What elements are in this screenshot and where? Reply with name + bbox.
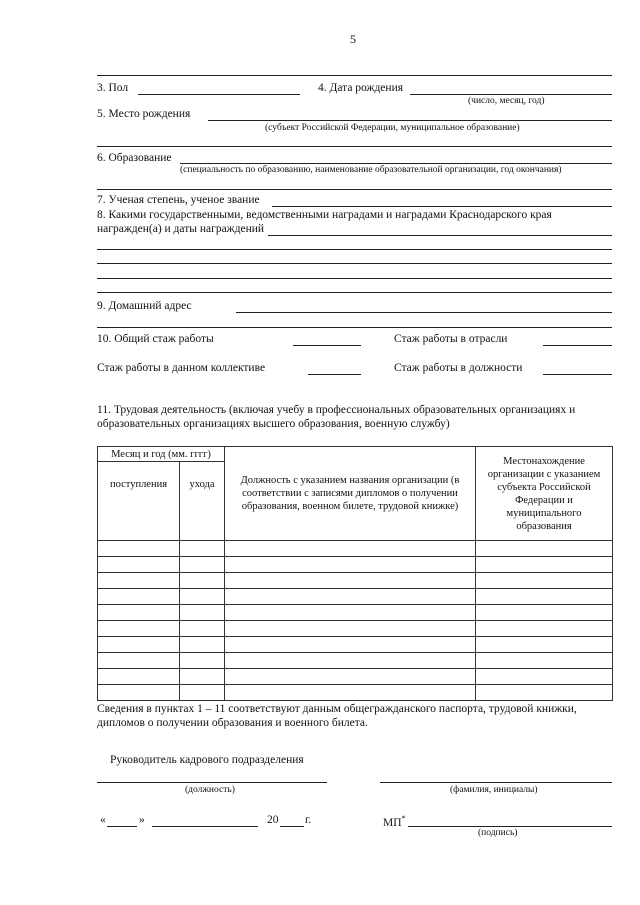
month-field[interactable] [152,826,258,827]
location-cell[interactable] [476,589,613,605]
education-hint: (специальность по образованию, наименование образовательной организации, год окончания) [180,165,562,175]
table-row [98,605,613,621]
end-cell[interactable] [180,685,225,701]
total-exp-label: 10. Общий стаж работы [97,333,214,345]
table-row [98,541,613,557]
top-rule [97,75,612,76]
awards-field-5[interactable] [97,292,612,293]
awards-field-2[interactable] [97,249,612,250]
education-field-2[interactable] [97,189,612,190]
position-exp-label: Стаж работы в должности [394,362,523,374]
location-cell[interactable] [476,557,613,573]
position-header [225,447,476,541]
start-header: поступления [98,462,180,541]
date-open-quote: « [100,814,106,826]
address-field[interactable] [236,312,612,313]
year-field[interactable] [280,826,304,827]
awards-label-1: 8. Какими государственными, ведомственными наградами и наградами Краснодарского края [97,209,552,221]
start-cell[interactable] [98,653,180,669]
stamp-asterisk: * [401,814,406,823]
address-field-2[interactable] [97,327,612,328]
position-cell[interactable] [225,653,476,669]
end-cell[interactable] [180,605,225,621]
table-row [98,589,613,605]
table-row [98,653,613,669]
total-exp-field[interactable] [293,345,361,346]
month-year-header: Месяц и год (мм. гггг) [98,447,225,462]
position-field[interactable] [97,782,327,783]
dob-hint: (число, месяц, год) [468,96,545,106]
birthplace-field-2[interactable] [97,146,612,147]
awards-label-2: награжден(а) и даты награждений [97,223,265,235]
start-cell[interactable] [98,605,180,621]
team-exp-field[interactable] [308,374,361,375]
confirmation-line-1: Сведения в пунктах 1 – 11 соответствуют данным общегражданского паспорта, трудовой книжки, [97,703,577,715]
position-cell[interactable] [225,621,476,637]
start-cell[interactable] [98,557,180,573]
name-hint: (фамилия, инициалы) [450,785,538,795]
signature-field[interactable] [408,826,612,827]
end-cell[interactable] [180,541,225,557]
education-field[interactable] [180,163,612,164]
location-cell[interactable] [476,637,613,653]
team-exp-label: Стаж работы в данном коллективе [97,362,266,374]
location-cell[interactable] [476,621,613,637]
location-header-text: Местонахождение организации с указанием субъекта Российской Федерации и муниципального образования [487,455,601,532]
year-suffix: г. [305,814,312,826]
position-cell[interactable] [225,573,476,589]
end-header: ухода [180,462,225,541]
day-field[interactable] [107,826,137,827]
position-header-text: Должность с указанием названия организации (в соответствии с записями дипломов о получении образования, военном билете, трудовой книжке) [240,475,460,512]
position-cell[interactable] [225,605,476,621]
location-cell[interactable] [476,573,613,589]
industry-exp-field[interactable] [543,345,612,346]
location-cell[interactable] [476,685,613,701]
dob-label: 4. Дата рождения [318,82,404,94]
sex-label: 3. Пол [97,82,129,94]
birthplace-hint: (субъект Российской Федерации, муниципальное образование) [265,123,520,133]
location-header [476,447,613,541]
position-cell[interactable] [225,685,476,701]
awards-field-3[interactable] [97,263,612,264]
end-cell[interactable] [180,637,225,653]
location-cell[interactable] [476,669,613,685]
degree-label: 7. Ученая степень, ученое звание [97,194,260,206]
address-label: 9. Домашний адрес [97,300,192,312]
table-row [98,685,613,701]
work-heading-2: образовательных организациях высшего образования, военную службу) [97,418,450,430]
date-close-quote: » [139,814,145,826]
education-label: 6. Образование [97,152,172,164]
start-cell[interactable] [98,621,180,637]
location-cell[interactable] [476,605,613,621]
location-cell[interactable] [476,653,613,669]
work-heading-1: 11. Трудовая деятельность (включая учебу в профессиональных образовательных организациях и [97,404,576,416]
table-row [98,573,613,589]
table-row [98,669,613,685]
work-history-table [97,446,613,701]
start-cell[interactable] [98,589,180,605]
dob-field[interactable] [410,94,612,95]
confirmation-line-2: дипломов о получении образования и военного билета. [97,717,368,729]
table-row [98,637,613,653]
end-cell[interactable] [180,573,225,589]
position-cell[interactable] [225,589,476,605]
name-field[interactable] [380,782,612,783]
start-cell[interactable] [98,573,180,589]
sex-field[interactable] [138,94,300,95]
end-cell[interactable] [180,589,225,605]
awards-field-4[interactable] [97,278,612,279]
position-hint: (должность) [185,785,235,795]
end-cell[interactable] [180,669,225,685]
position-cell[interactable] [225,541,476,557]
start-cell[interactable] [98,669,180,685]
page-number: 5 [350,32,356,46]
awards-field-1[interactable] [268,235,612,236]
year-prefix: 20 [267,814,279,826]
stamp-text: МП [383,816,402,829]
end-cell[interactable] [180,653,225,669]
stamp-label [383,814,406,829]
end-cell[interactable] [180,557,225,573]
signature-hint: (подпись) [478,828,518,838]
table-row [98,621,613,637]
start-cell[interactable] [98,637,180,653]
end-cell[interactable] [180,621,225,637]
position-exp-field[interactable] [543,374,612,375]
degree-field[interactable] [272,206,612,207]
birthplace-label: 5. Место рождения [97,108,191,120]
location-cell[interactable] [476,541,613,557]
position-cell[interactable] [225,637,476,653]
start-cell[interactable] [98,685,180,701]
position-cell[interactable] [225,557,476,573]
hr-head-label: Руководитель кадрового подразделения [110,754,304,766]
industry-exp-label: Стаж работы в отрасли [394,333,508,345]
table-row [98,557,613,573]
birthplace-field[interactable] [208,120,612,121]
position-cell[interactable] [225,669,476,685]
start-cell[interactable] [98,541,180,557]
